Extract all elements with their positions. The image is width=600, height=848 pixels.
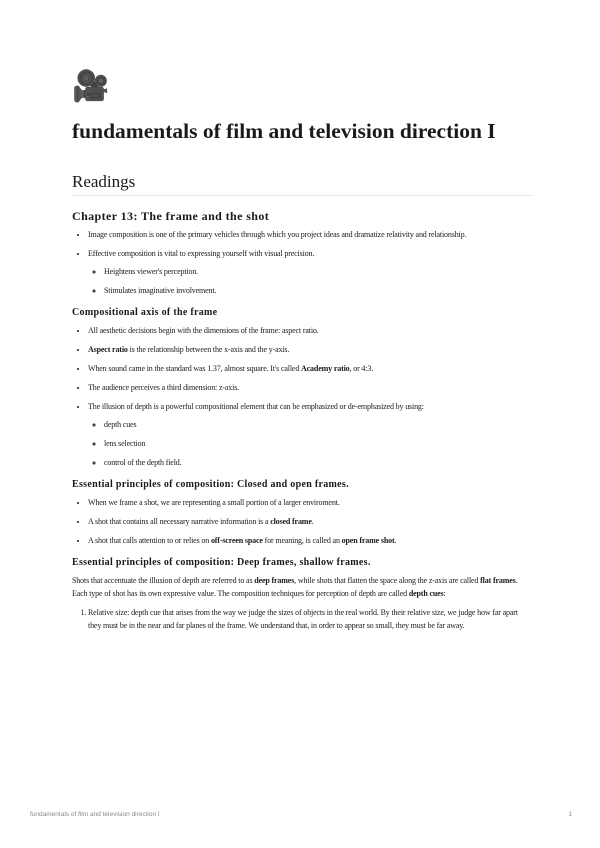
axis-heading: Compositional axis of the frame [72,307,218,318]
list-item: 1. Relative size: depth cue that arises from the way we judge the sizes of objects in the real world. By their relative size, we judge how far apart they must be in the near and far planes of the frame. We understand that, in order to appear so small, they must be far away. [88,606,532,632]
closed-open-bullet-list [72,496,532,547]
list-item: • A shot that contains all necessary narrative information is a closed frame. [88,515,532,528]
sub-bullet-list [88,265,532,297]
deep-shallow-paragraph: Shots that accentuate the illusion of depth are referred to as deep frames, while shots that flatten the space along the z-axis are called flat frames. Each type of shot has its own expressive value. The composition techniques for perception of depth are called depth cues: [72,576,518,598]
list-item: ◦ lens selection [104,437,532,450]
closed-open-heading: Essential principles of composition: Closed and open frames. [72,479,349,490]
chapter-heading: Chapter 13: The frame and the shot [72,209,270,223]
list-item: • Effective composition is vital to expressing yourself with visual precision. ◦ Heightens viewer's perception. ◦ Stimulates imaginative involvement. [88,247,532,297]
section-title: Readings [72,172,532,196]
movie-camera-icon: 🎥 [72,70,110,103]
depth-cue-list [72,606,532,632]
list-item: ◦ control of the depth field. [104,456,532,469]
list-item: • Aspect ratio is the relationship between the x-axis and the y-axis. [88,343,532,356]
list-item: ◦ Stimulates imaginative involvement. [104,284,532,297]
chapter-bullet-list [72,228,532,297]
list-item: • When we frame a shot, we are representing a small portion of a larger enviroment. [88,496,532,509]
list-item: • A shot that calls attention to or relies on off-screen space for meaning, is called an open frame shot. [88,534,532,547]
list-item: ◦ depth cues [104,418,532,431]
deep-shallow-heading: Essential principles of composition: Deep frames, shallow frames. [72,557,371,568]
page-content [72,72,532,638]
list-item: • All aesthetic decisions begin with the dimensions of the frame: aspect ratio. [88,324,532,337]
sub-bullet-list [88,418,532,469]
list-item: • The audience perceives a third dimension: z-axis. [88,381,532,394]
list-item: • When sound came in the standard was 1.37, almost square. It's called Academy ratio, or 4:3. [88,362,532,375]
footer-title: fundamentals of film and television direction I [30,811,160,818]
axis-bullet-list [72,324,532,469]
list-item: • Image composition is one of the primary vehicles through which you project ideas and dramatize relativity and relationship. [88,228,532,241]
list-item: ◦ Heightens viewer's perception. [104,265,532,278]
page-number: 1 [568,811,572,818]
page-title: fundamentals of film and television direction I [72,119,496,143]
list-item: • The illusion of depth is a powerful compositional element that can be emphasized or de-emphasized by using: ◦ depth cues ◦ lens selection ◦ control of the depth field. [88,400,532,469]
